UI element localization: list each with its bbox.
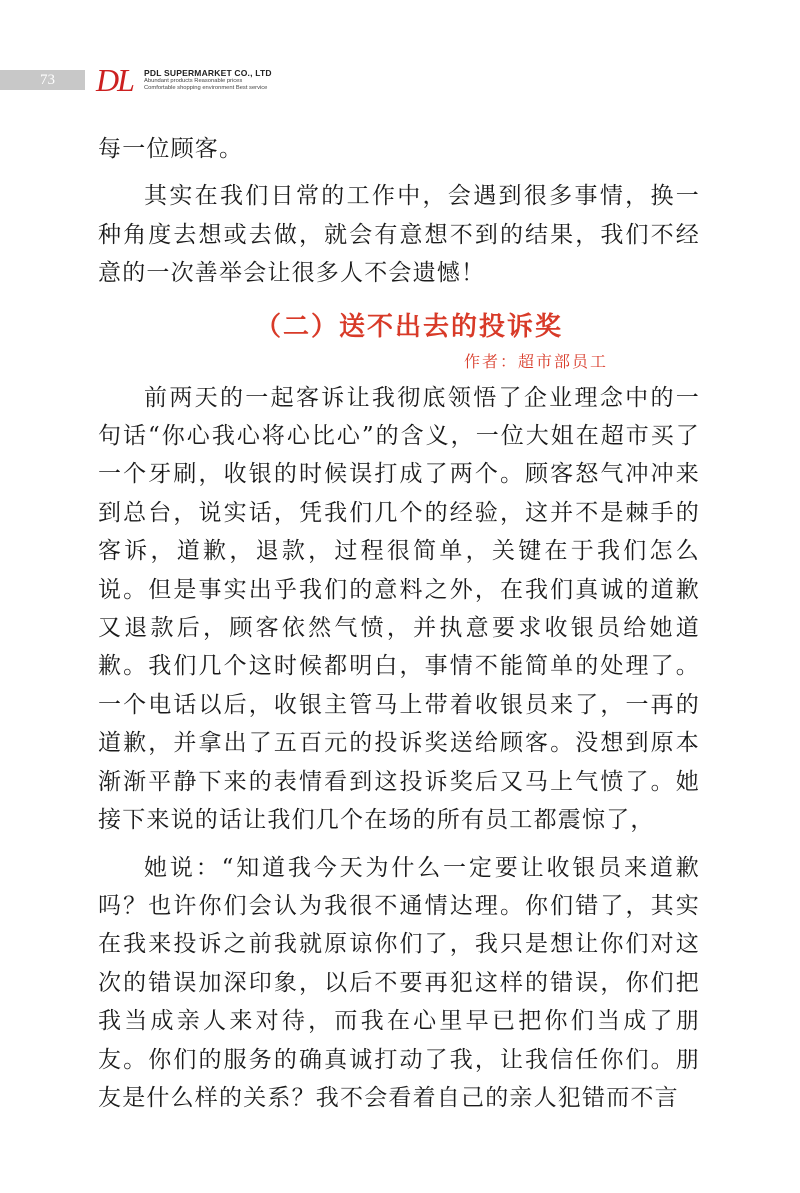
paragraph-quote: 她说：“知道我今天为什么一定要让收银员来道歉吗？也许你们会认为我很不通情达理。你们错了，其实在我来投诉之前我就原谅你们了，我只是想让你们对这次的错误加深印象，以后不要再犯这样的错误，你们把我当成亲人来对待，而我在心里早已把你们当成了朋友。你们的服务的确真诚打动了我，让我信任你们。朋友是什么样的关系？我不会看着自己的亲人犯错而不言	[98, 854, 700, 1111]
paragraph-story: 前两天的一起客诉让我彻底领悟了企业理念中的一句话“你心我心将心比心”的含义，一位大姐在超市买了一个牙刷，收银的时候误打成了两个。顾客怒气冲冲来到总台，说实话，凭我们几个的经验，这并不是棘手的客诉，道歉，退款，过程很简单，关键在于我们怎么说。但是事实出乎我们的意料之外，在我们真诚的道歉又退款后，顾客依然气愤，并执意要求收银员给她道歉。我们几个这时候都明白，事情不能简单的处理了。一个电话以后，收银主管马上带着收银员来了，一再的道歉，并拿出了五百元的投诉奖送给顾客。没想到原本渐渐平静下来的表情看到这投诉奖后又马上气愤了。她接下来说的话让我们几个在场的所有员工都震惊了，	[98, 384, 700, 834]
author-line: 作者：超市部员工	[463, 351, 608, 371]
paragraph-reflection: 其实在我们日常的工作中，会遇到很多事情，换一种角度去想或去做，就会有意想不到的结果，我们不经意的一次善举会让很多人不会遗憾！	[98, 183, 700, 287]
company-tagline-1: Abundant products Reasonable prices	[144, 78, 243, 84]
article-body	[98, 130, 700, 1117]
page-number: 73	[40, 72, 55, 88]
company-logo-text	[144, 68, 272, 92]
page-header	[0, 62, 800, 98]
paragraph-continued: 每一位顾客。	[98, 136, 244, 162]
company-name: PDL SUPERMARKET CO., LTD	[144, 68, 272, 78]
company-logo-icon: DL	[96, 62, 133, 98]
company-tagline-2: Comfortable shopping environment Best service	[144, 85, 268, 91]
section-title: （二）送不出去的投诉奖	[254, 311, 563, 342]
